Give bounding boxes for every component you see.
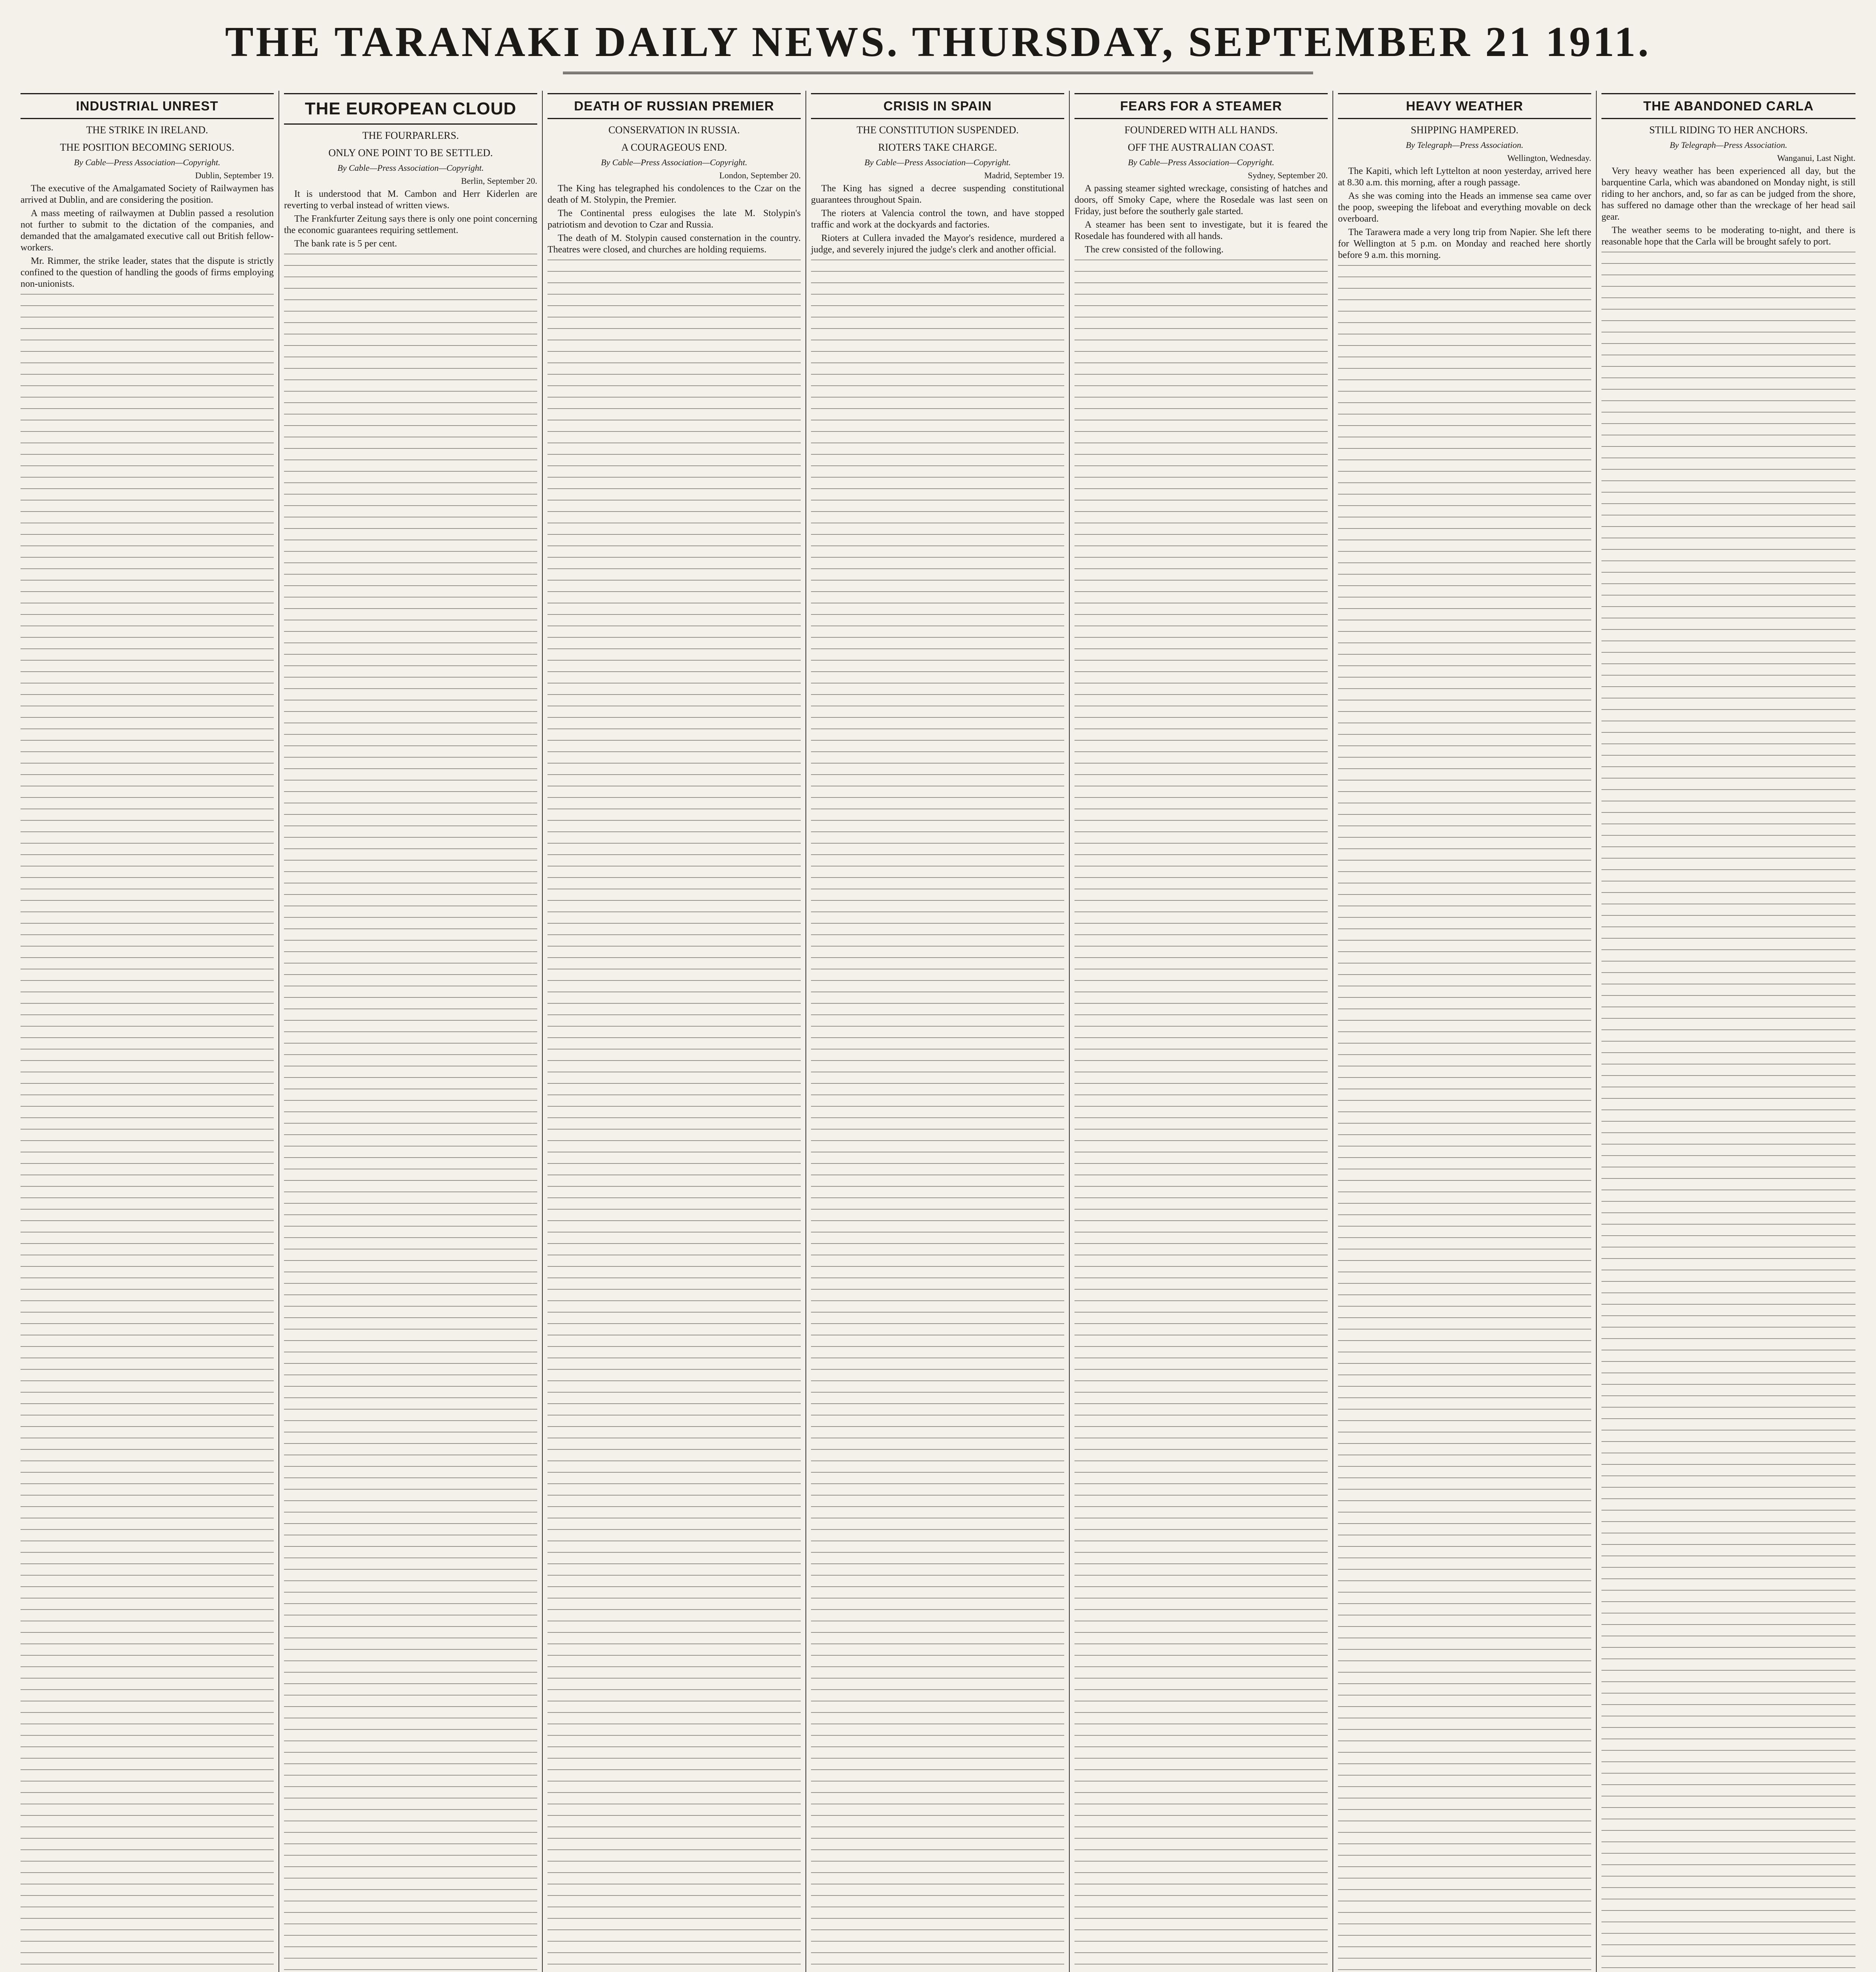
subheading: SHIPPING HAMPERED. xyxy=(1411,124,1519,136)
paragraph: The death of M. Stolypin caused consternation in the country. Theatres were closed, and churches are holding requiems. xyxy=(547,233,801,255)
headline: THE ABANDONED CARLA xyxy=(1601,93,1855,119)
cable-credit: By Telegraph—Press Association. xyxy=(1405,140,1524,150)
body-text-block xyxy=(547,260,801,1972)
body-text-block xyxy=(1601,252,1855,1972)
paragraph: It is understood that M. Cambon and Herr Kiderlen are reverting to verbal instead of written views. xyxy=(284,189,537,211)
cable-credit: By Cable—Press Association—Copyright. xyxy=(74,157,220,167)
headline: FEARS FOR A STEAMER xyxy=(1074,93,1328,119)
dateline: London, September 20. xyxy=(719,170,801,180)
cable-credit: By Cable—Press Association—Copyright. xyxy=(864,157,1011,167)
dateline: Wellington, Wednesday. xyxy=(1507,153,1591,163)
paragraph: A mass meeting of railwaymen at Dublin passed a resolution not further to submit to the dictation of the companies, and demanded that the amalgamated executive call out British fellow-workers. xyxy=(21,208,274,253)
cable-credit: By Cable—Press Association—Copyright. xyxy=(337,163,484,173)
column-7 xyxy=(1597,91,1860,1972)
body-text-block xyxy=(811,260,1064,1972)
headline: CRISIS IN SPAIN xyxy=(811,93,1064,119)
headline: HEAVY WEATHER xyxy=(1338,93,1591,119)
subheading: RIOTERS TAKE CHARGE. xyxy=(878,142,997,153)
subheading: THE STRIKE IN IRELAND. xyxy=(86,124,208,136)
article xyxy=(1338,93,1591,1972)
column-4 xyxy=(806,91,1070,1972)
article xyxy=(1074,93,1328,1972)
article xyxy=(1601,93,1855,1972)
cable-credit: By Telegraph—Press Association. xyxy=(1669,140,1788,150)
subheading: THE POSITION BECOMING SERIOUS. xyxy=(60,142,234,153)
paragraph: As she was coming into the Heads an immense sea came over the poop, sweeping the lifeboat and everything movable on deck overboard. xyxy=(1338,191,1591,224)
paragraph: Mr. Rimmer, the strike leader, states that the dispute is strictly confined to the question of handling the goods of firms employing non-unionists. xyxy=(21,256,274,289)
dateline: Dublin, September 19. xyxy=(195,170,274,180)
subheading: OFF THE AUSTRALIAN COAST. xyxy=(1128,142,1274,153)
body-text-block xyxy=(1074,260,1328,1972)
newspaper-title: THE TARANAKI DAILY NEWS. THURSDAY, SEPTEMBER 21 1911. xyxy=(225,19,1651,65)
paragraph: A steamer has been sent to investigate, but it is feared the Rosedale has foundered with all hands. xyxy=(1074,220,1328,241)
paragraph: The Continental press eulogises the late M. Stolypin's patriotism and devotion to Czar and Russia. xyxy=(547,208,801,230)
dateline: Sydney, September 20. xyxy=(1248,170,1328,180)
column-1 xyxy=(16,91,279,1972)
cable-credit: By Cable—Press Association—Copyright. xyxy=(601,157,747,167)
headline: INDUSTRIAL UNREST xyxy=(21,93,274,119)
article xyxy=(284,93,537,1972)
column-2 xyxy=(279,91,543,1972)
article xyxy=(811,93,1064,1972)
paragraph: The Kapiti, which left Lyttelton at noon yesterday, arrived here at 8.30 a.m. this morning, after a rough passage. xyxy=(1338,166,1591,188)
column-5 xyxy=(1070,91,1333,1972)
dateline: Berlin, September 20. xyxy=(461,176,537,186)
paragraph: The crew consisted of the following. xyxy=(1085,245,1224,255)
column-6 xyxy=(1333,91,1597,1972)
subheading: FOUNDERED WITH ALL HANDS. xyxy=(1124,124,1278,136)
paragraph: The Tarawera made a very long trip from Napier. She left there for Wellington at 5 p.m. on Monday and reached here shortly before 9 a.m. this morning. xyxy=(1338,227,1591,260)
article xyxy=(547,93,801,1972)
paragraph: The King has telegraphed his condolences to the Czar on the death of M. Stolypin, the Premier. xyxy=(547,183,801,205)
article xyxy=(21,93,274,1972)
paragraph: The bank rate is 5 per cent. xyxy=(294,239,397,249)
body-text-block xyxy=(1338,265,1591,1972)
subheading: ONLY ONE POINT TO BE SETTLED. xyxy=(328,147,493,159)
columns xyxy=(16,91,1860,1972)
paragraph: The weather seems to be moderating to-night, and there is reasonable hope that the Carla will be brought safely to port. xyxy=(1601,225,1855,247)
dateline: Madrid, September 19. xyxy=(984,170,1064,180)
dateline: Wanganui, Last Night. xyxy=(1777,153,1855,163)
subheading: CONSERVATION IN RUSSIA. xyxy=(608,124,740,136)
paragraph: The Frankfurter Zeitung says there is only one point concerning the economic guarantees requiring settlement. xyxy=(284,214,537,235)
paragraph: The rioters at Valencia control the town, and have stopped traffic and work at the dockyards and factories. xyxy=(811,208,1064,230)
masthead xyxy=(0,0,1876,83)
paragraph: Rioters at Cullera invaded the Mayor's residence, murdered a judge, and severely injured the judge's clerk and another official. xyxy=(811,233,1064,255)
paragraph: The executive of the Amalgamated Society of Railwaymen has arrived at Dublin, and are considering the position. xyxy=(21,183,274,205)
masthead-rule xyxy=(563,72,1313,74)
paragraph: Very heavy weather has been experienced all day, but the barquentine Carla, which was abandoned on Monday night, is still riding to her anchors, and, so far as can be judged from the shore, has suffered no damage other than the wreckage of her head sail gear. xyxy=(1601,166,1855,222)
subheading: STILL RIDING TO HER ANCHORS. xyxy=(1649,124,1808,136)
headline: DEATH OF RUSSIAN PREMIER xyxy=(547,93,801,119)
subheading: THE FOURPARLERS. xyxy=(362,130,459,141)
subheading: THE CONSTITUTION SUSPENDED. xyxy=(856,124,1019,136)
cable-credit: By Cable—Press Association—Copyright. xyxy=(1128,157,1274,167)
paragraph: The King has signed a decree suspending constitutional guarantees throughout Spain. xyxy=(811,183,1064,205)
column-3 xyxy=(543,91,806,1972)
subheading: A COURAGEOUS END. xyxy=(621,142,727,153)
body-text-block xyxy=(284,254,537,1972)
body-text-block xyxy=(21,294,274,1972)
headline: THE EUROPEAN CLOUD xyxy=(284,93,537,125)
paragraph: A passing steamer sighted wreckage, consisting of hatches and doors, off Smoky Cape, where the Rosedale was last seen on Friday, just before the southerly gale started. xyxy=(1074,183,1328,217)
